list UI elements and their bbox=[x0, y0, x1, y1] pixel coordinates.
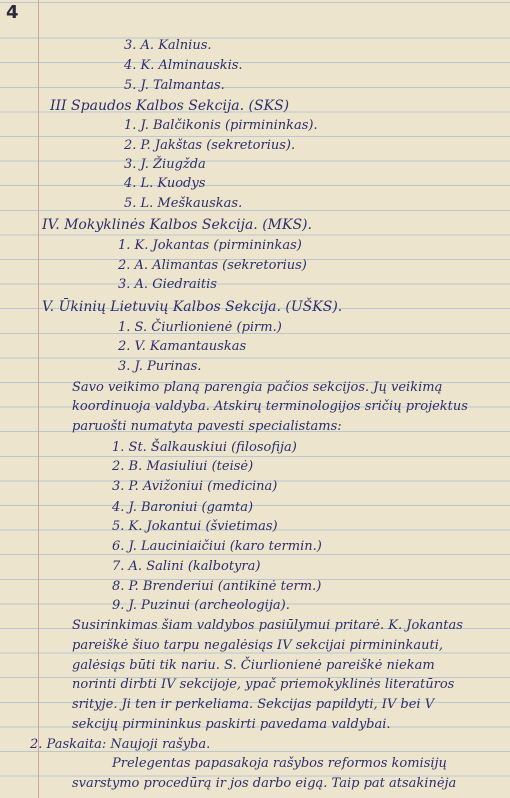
paragraph-line: norinti dirbti IV sekcijoje, ypač priemokyklinės literatūros bbox=[72, 677, 455, 693]
handwritten-line: 3. A. Kalnius. bbox=[124, 38, 212, 53]
handwritten-line: 1. K. Jokantas (pirmininkas) bbox=[118, 237, 302, 253]
paragraph-line: Prelegentas papasakoja rašybos reformos komisijų bbox=[112, 756, 447, 772]
handwritten-line: 2. P. Jakštas (sekretorius). bbox=[124, 137, 296, 153]
handwritten-line: 4. L. Kuodys bbox=[124, 176, 206, 192]
section-heading: IV. Mokyklinės Kalbos Sekcija. (MKS). bbox=[42, 217, 312, 234]
handwritten-line: 2. B. Masiuliui (teisė) bbox=[112, 459, 254, 475]
paragraph-line: sekcijų pirmininkus paskirti pavedama valdybai. bbox=[72, 716, 391, 732]
section-heading: III Spaudos Kalbos Sekcija. (SKS) bbox=[50, 98, 290, 115]
paragraph-line: paruošti numatyta pavesti specialistams: bbox=[72, 419, 342, 434]
handwritten-line: 1. St. Šalkauskiui (filosofija) bbox=[112, 439, 297, 455]
paragraph-line: Savo veikimo planą parengia pačios sekcijos. Jų veikimą bbox=[72, 379, 443, 395]
paragraph-line: svarstymo procedūrą ir jos darbo eigą. Taip pat atsakinėja bbox=[72, 776, 457, 791]
paragraph-line: pareiškė šiuo tarpu negalėsiąs IV sekcijai pirmininkauti, bbox=[72, 637, 444, 653]
section-heading: V. Ūkinių Lietuvių Kalbos Sekcija. (UŠKS). bbox=[42, 298, 343, 315]
handwritten-line: 3. J. Purinas. bbox=[118, 358, 202, 374]
paragraph-line: galėsiąs būti tik nariu. S. Čiurlionienė pareiškė niekam bbox=[72, 657, 435, 673]
handwritten-line: 3. P. Avižoniui (medicina) bbox=[112, 479, 278, 495]
handwritten-line: 3. A. Giedraitis bbox=[118, 277, 217, 293]
handwritten-line: 2. A. Alimantas (sekretorius) bbox=[118, 257, 307, 273]
handwritten-line: 3. J. Žiugžda bbox=[124, 157, 206, 173]
handwritten-line: 1. S. Čiurlionienė (pirm.) bbox=[118, 319, 282, 335]
handwritten-line: 4. J. Baroniui (gamta) bbox=[112, 499, 254, 515]
handwritten-line: 5. J. Talmantas. bbox=[124, 78, 225, 94]
paragraph-line: srityje. Ji ten ir perkeliama. Sekcijas papildyti, IV bei V bbox=[72, 697, 435, 713]
handwritten-line: 9. J. Puzinui (archeologija). bbox=[112, 598, 290, 614]
handwritten-line: 6. J. Lauciniaičiui (karo termin.) bbox=[112, 539, 322, 555]
paragraph-line: koordinuoja valdyba. Atskirų terminologijos sričių projektus bbox=[72, 399, 468, 415]
handwritten-line: 7. A. Salini (kalbotyra) bbox=[112, 558, 261, 574]
handwritten-line: 5. K. Jokantui (švietimas) bbox=[112, 519, 278, 535]
handwritten-line: 2. V. Kamantauskas bbox=[118, 339, 247, 355]
margin-line bbox=[38, 0, 39, 798]
handwritten-line: 1. J. Balčikonis (pirmininkas). bbox=[124, 117, 318, 133]
handwritten-line: 4. K. Alminauskis. bbox=[124, 57, 243, 73]
handwritten-line: 8. P. Brenderiui (antikinė term.) bbox=[112, 578, 322, 594]
paragraph-line: Susirinkimas šiam valdybos pasiūlymui pritarė. K. Jokantas bbox=[72, 618, 463, 634]
page-number: 4 bbox=[6, 2, 19, 23]
handwritten-line: 5. L. Meškauskas. bbox=[124, 195, 243, 211]
agenda-item-heading: 2. Paskaita: Naujoji rašyba. bbox=[30, 736, 211, 752]
